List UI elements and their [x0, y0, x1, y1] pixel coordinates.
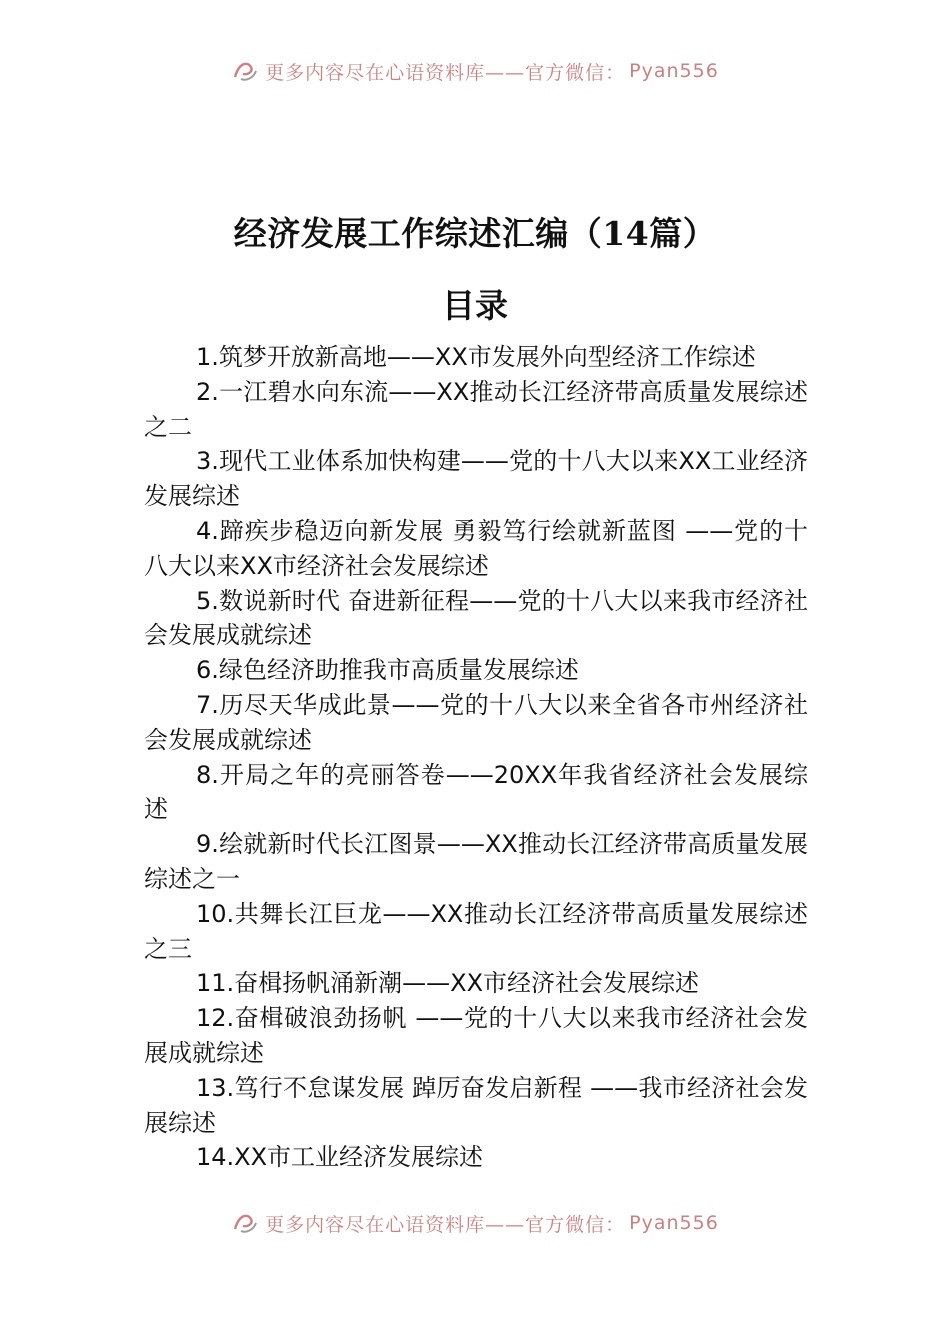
toc-heading: 目录	[442, 286, 508, 325]
header-watermark	[0, 56, 950, 86]
toc-item: 14.XX市工业经济发展综述	[196, 1143, 484, 1172]
document-title: 经济发展工作综述汇编（14篇）	[233, 214, 717, 253]
toc-item: 3.现代工业体系加快构建——党的十八大以来XX工业经济发展综述	[144, 447, 808, 511]
toc-item: 12.奋楫破浪劲扬帆 ——党的十八大以来我市经济社会发展成就综述	[144, 1004, 808, 1067]
logo-icon	[231, 1211, 259, 1235]
footer-watermark	[0, 1208, 950, 1238]
toc-item: 11.奋楫扬帆涌新潮——XX市经济社会发展综述	[196, 969, 700, 998]
logo-icon	[231, 59, 259, 83]
toc-item: 6.绿色经济助推我市高质量发展综述	[196, 656, 579, 685]
toc-item: 8.开局之年的亮丽答卷——20XX年我省经济社会发展综述	[144, 760, 808, 824]
table-of-contents	[144, 340, 808, 1175]
watermark-text: 更多内容尽在心语资料库——官方微信：	[265, 1213, 626, 1236]
toc-item: 13.笃行不怠谋发展 踔厉奋发启新程 ——我市经济社会发展综述	[144, 1073, 808, 1137]
toc-item: 5.数说新时代 奋进新征程——党的十八大以来我市经济社会发展成就综述	[144, 586, 808, 650]
toc-item: 9.绘就新时代长江图景——XX推动长江经济带高质量发展综述之一	[144, 830, 808, 893]
toc-item: 4.蹄疾步稳迈向新发展 勇毅笃行绘就新蓝图 ——党的十八大以来XX市经济社会发展综述	[144, 516, 808, 580]
watermark-id: Pyan556	[629, 60, 719, 82]
toc-item: 7.历尽天华成此景——党的十八大以来全省各市州经济社会发展成就综述	[144, 690, 808, 754]
watermark-id: Pyan556	[629, 1212, 719, 1234]
toc-item: 10.共舞长江巨龙——XX推动长江经济带高质量发展综述之三	[144, 899, 808, 963]
toc-item: 2.一江碧水向东流——XX推动长江经济带高质量发展综述之二	[144, 377, 808, 441]
toc-item: 1.筑梦开放新高地——XX市发展外向型经济工作综述	[196, 343, 756, 371]
watermark-text: 更多内容尽在心语资料库——官方微信：	[265, 61, 626, 84]
